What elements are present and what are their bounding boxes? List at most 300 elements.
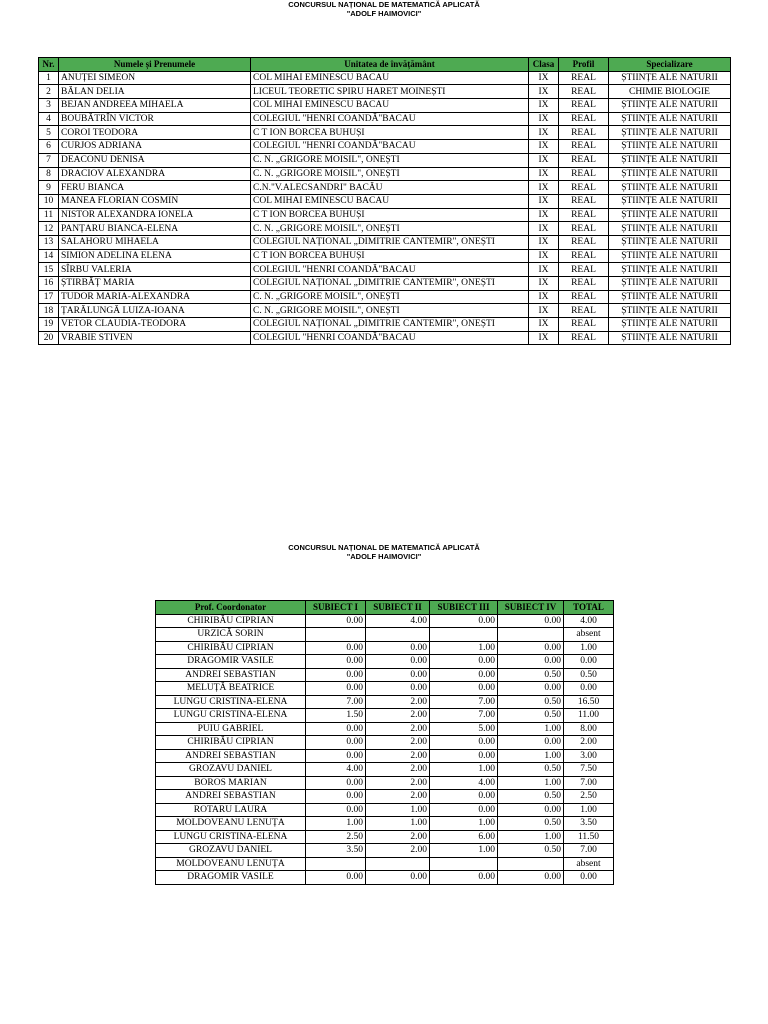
cell-subject-4: 1.00 bbox=[498, 749, 564, 763]
cell-student-name: NISTOR ALEXANDRA IONELA bbox=[59, 208, 251, 222]
cell-profile: REAL bbox=[559, 318, 609, 332]
score-row bbox=[156, 655, 614, 669]
doc2-subtitle: "ADOLF HAIMOVICI" bbox=[346, 552, 422, 561]
student-row bbox=[39, 194, 731, 208]
cell-subject-2: 2.00 bbox=[366, 695, 430, 709]
cell-class: IX bbox=[529, 304, 559, 318]
students-header-row bbox=[39, 58, 731, 72]
cell-profile: REAL bbox=[559, 304, 609, 318]
score-row bbox=[156, 871, 614, 885]
doc2-title: CONCURSUL NAȚIONAL DE MATEMATICĂ APLICATĂ bbox=[288, 543, 480, 552]
cell-specialization: ȘTIINȚE ALE NATURII bbox=[609, 331, 731, 345]
cell-profile: REAL bbox=[559, 194, 609, 208]
cell-subject-4: 1.00 bbox=[498, 776, 564, 790]
cell-subject-4: 0.00 bbox=[498, 614, 564, 628]
cell-subject-3: 6.00 bbox=[430, 830, 498, 844]
cell-coordinator: LUNGU CRISTINA-ELENA bbox=[156, 830, 306, 844]
cell-subject-1: 0.00 bbox=[306, 641, 366, 655]
cell-nr: 12 bbox=[39, 222, 59, 236]
cell-subject-2: 4.00 bbox=[366, 614, 430, 628]
cell-class: IX bbox=[529, 194, 559, 208]
cell-coordinator: CHIRIBĂU CIPRIAN bbox=[156, 614, 306, 628]
cell-class: IX bbox=[529, 126, 559, 140]
cell-subject-1: 0.00 bbox=[306, 749, 366, 763]
cell-subject-4 bbox=[498, 857, 564, 871]
cell-coordinator: LUNGU CRISTINA-ELENA bbox=[156, 695, 306, 709]
cell-subject-3: 0.00 bbox=[430, 803, 498, 817]
cell-subject-3: 7.00 bbox=[430, 695, 498, 709]
cell-class: IX bbox=[529, 71, 559, 85]
cell-total: 4.00 bbox=[564, 614, 614, 628]
cell-class: IX bbox=[529, 263, 559, 277]
cell-profile: REAL bbox=[559, 112, 609, 126]
score-row bbox=[156, 776, 614, 790]
cell-subject-2: 2.00 bbox=[366, 790, 430, 804]
student-row bbox=[39, 304, 731, 318]
cell-profile: REAL bbox=[559, 181, 609, 195]
cell-coordinator: MOLDOVEANU LENUȚA bbox=[156, 817, 306, 831]
cell-class: IX bbox=[529, 208, 559, 222]
cell-subject-1: 0.00 bbox=[306, 682, 366, 696]
cell-subject-2: 2.00 bbox=[366, 736, 430, 750]
cell-subject-4: 0.50 bbox=[498, 844, 564, 858]
cell-nr: 5 bbox=[39, 126, 59, 140]
header-specialization: Specializare bbox=[609, 58, 731, 72]
cell-subject-3: 0.00 bbox=[430, 749, 498, 763]
cell-school: COL MIHAI EMINESCU BACAU bbox=[251, 194, 529, 208]
cell-subject-2: 2.00 bbox=[366, 776, 430, 790]
cell-class: IX bbox=[529, 140, 559, 154]
cell-subject-1: 0.00 bbox=[306, 655, 366, 669]
header-subject-3: SUBIECT III bbox=[430, 601, 498, 615]
cell-school: COLEGIUL "HENRI COANDĂ"BACAU bbox=[251, 331, 529, 345]
student-row bbox=[39, 99, 731, 113]
cell-school: C. N. „GRIGORE MOISIL", ONEȘTI bbox=[251, 167, 529, 181]
cell-total: 0.00 bbox=[564, 682, 614, 696]
cell-nr: 8 bbox=[39, 167, 59, 181]
cell-nr: 16 bbox=[39, 277, 59, 291]
cell-total: 0.50 bbox=[564, 668, 614, 682]
header-subject-2: SUBIECT II bbox=[366, 601, 430, 615]
cell-specialization: ȘTIINȚE ALE NATURII bbox=[609, 99, 731, 113]
header-total: TOTAL bbox=[564, 601, 614, 615]
cell-subject-4: 0.00 bbox=[498, 641, 564, 655]
cell-subject-4: 0.50 bbox=[498, 695, 564, 709]
cell-specialization: ȘTIINȚE ALE NATURII bbox=[609, 126, 731, 140]
score-row bbox=[156, 830, 614, 844]
header-profile: Profil bbox=[559, 58, 609, 72]
cell-coordinator: DRAGOMIR VASILE bbox=[156, 871, 306, 885]
cell-specialization: ȘTIINȚE ALE NATURII bbox=[609, 277, 731, 291]
cell-subject-4: 0.50 bbox=[498, 817, 564, 831]
cell-profile: REAL bbox=[559, 263, 609, 277]
cell-subject-3: 0.00 bbox=[430, 871, 498, 885]
cell-coordinator: LUNGU CRISTINA-ELENA bbox=[156, 709, 306, 723]
cell-total: 3.50 bbox=[564, 817, 614, 831]
score-row bbox=[156, 857, 614, 871]
student-row bbox=[39, 167, 731, 181]
score-row bbox=[156, 695, 614, 709]
cell-nr: 3 bbox=[39, 99, 59, 113]
student-row bbox=[39, 85, 731, 99]
cell-student-name: BEJAN ANDREEA MIHAELA bbox=[59, 99, 251, 113]
cell-subject-2: 0.00 bbox=[366, 682, 430, 696]
cell-student-name: PANȚARU BIANCA-ELENA bbox=[59, 222, 251, 236]
cell-subject-4: 1.00 bbox=[498, 830, 564, 844]
cell-school: C. N. „GRIGORE MOISIL", ONEȘTI bbox=[251, 153, 529, 167]
cell-specialization: ȘTIINȚE ALE NATURII bbox=[609, 140, 731, 154]
cell-class: IX bbox=[529, 222, 559, 236]
cell-school: COLEGIUL "HENRI COANDĂ"BACAU bbox=[251, 140, 529, 154]
cell-profile: REAL bbox=[559, 126, 609, 140]
doc1-subtitle: "ADOLF HAIMOVICI" bbox=[346, 9, 422, 18]
cell-specialization: ȘTIINȚE ALE NATURII bbox=[609, 318, 731, 332]
score-row bbox=[156, 817, 614, 831]
cell-total: 7.00 bbox=[564, 844, 614, 858]
cell-subject-4: 0.50 bbox=[498, 668, 564, 682]
cell-total: 8.00 bbox=[564, 722, 614, 736]
cell-specialization: ȘTIINȚE ALE NATURII bbox=[609, 208, 731, 222]
cell-nr: 7 bbox=[39, 153, 59, 167]
cell-subject-4: 0.00 bbox=[498, 655, 564, 669]
cell-specialization: ȘTIINȚE ALE NATURII bbox=[609, 304, 731, 318]
cell-nr: 19 bbox=[39, 318, 59, 332]
cell-subject-1: 0.00 bbox=[306, 736, 366, 750]
cell-profile: REAL bbox=[559, 208, 609, 222]
score-row bbox=[156, 614, 614, 628]
cell-school: LICEUL TEORETIC SPIRU HARET MOINEȘTI bbox=[251, 85, 529, 99]
cell-subject-3: 0.00 bbox=[430, 614, 498, 628]
cell-nr: 20 bbox=[39, 331, 59, 345]
cell-coordinator: ANDREI SEBASTIAN bbox=[156, 790, 306, 804]
cell-subject-2 bbox=[366, 628, 430, 642]
cell-coordinator: CHIRIBĂU CIPRIAN bbox=[156, 641, 306, 655]
cell-class: IX bbox=[529, 318, 559, 332]
cell-subject-2: 2.00 bbox=[366, 749, 430, 763]
cell-specialization: ȘTIINȚE ALE NATURII bbox=[609, 167, 731, 181]
cell-specialization: ȘTIINȚE ALE NATURII bbox=[609, 222, 731, 236]
cell-subject-4: 1.00 bbox=[498, 722, 564, 736]
doc1-title: CONCURSUL NAȚIONAL DE MATEMATICĂ APLICATĂ bbox=[288, 0, 480, 9]
cell-school: COLEGIUL "HENRI COANDĂ"BACAU bbox=[251, 263, 529, 277]
cell-school: C T ION BORCEA BUHUȘI bbox=[251, 208, 529, 222]
cell-subject-1 bbox=[306, 857, 366, 871]
cell-student-name: SÎRBU VALERIA bbox=[59, 263, 251, 277]
header-school: Unitatea de învățământ bbox=[251, 58, 529, 72]
cell-subject-4: 0.50 bbox=[498, 790, 564, 804]
cell-student-name: BOUBĂTRÎN VICTOR bbox=[59, 112, 251, 126]
cell-total: 16.50 bbox=[564, 695, 614, 709]
cell-subject-3 bbox=[430, 628, 498, 642]
cell-subject-2: 0.00 bbox=[366, 871, 430, 885]
cell-subject-2: 0.00 bbox=[366, 641, 430, 655]
cell-subject-3: 0.00 bbox=[430, 655, 498, 669]
cell-profile: REAL bbox=[559, 277, 609, 291]
score-row bbox=[156, 641, 614, 655]
student-row bbox=[39, 181, 731, 195]
cell-subject-3: 0.00 bbox=[430, 736, 498, 750]
cell-subject-3: 1.00 bbox=[430, 763, 498, 777]
student-row bbox=[39, 112, 731, 126]
cell-student-name: TUDOR MARIA-ALEXANDRA bbox=[59, 290, 251, 304]
cell-school: COL MIHAI EMINESCU BACAU bbox=[251, 99, 529, 113]
student-row bbox=[39, 140, 731, 154]
cell-subject-4: 0.50 bbox=[498, 763, 564, 777]
header-subject-4: SUBIECT IV bbox=[498, 601, 564, 615]
cell-nr: 14 bbox=[39, 249, 59, 263]
cell-subject-4: 0.00 bbox=[498, 736, 564, 750]
cell-student-name: DEACONU DENISA bbox=[59, 153, 251, 167]
cell-coordinator: MELUȚĂ BEATRICE bbox=[156, 682, 306, 696]
score-row bbox=[156, 709, 614, 723]
cell-total: 0.00 bbox=[564, 655, 614, 669]
cell-subject-1: 0.00 bbox=[306, 790, 366, 804]
cell-total: absent bbox=[564, 628, 614, 642]
cell-nr: 10 bbox=[39, 194, 59, 208]
cell-profile: REAL bbox=[559, 249, 609, 263]
student-row bbox=[39, 249, 731, 263]
cell-coordinator: PUIU GABRIEL bbox=[156, 722, 306, 736]
cell-subject-3: 7.00 bbox=[430, 709, 498, 723]
cell-subject-1: 0.00 bbox=[306, 722, 366, 736]
cell-student-name: DRACIOV ALEXANDRA bbox=[59, 167, 251, 181]
cell-total: absent bbox=[564, 857, 614, 871]
cell-subject-1: 0.00 bbox=[306, 614, 366, 628]
cell-subject-1: 3.50 bbox=[306, 844, 366, 858]
cell-nr: 11 bbox=[39, 208, 59, 222]
cell-subject-2 bbox=[366, 857, 430, 871]
cell-subject-1: 4.00 bbox=[306, 763, 366, 777]
cell-school: COL MIHAI EMINESCU BACAU bbox=[251, 71, 529, 85]
cell-specialization: ȘTIINȚE ALE NATURII bbox=[609, 249, 731, 263]
cell-profile: REAL bbox=[559, 290, 609, 304]
cell-subject-2: 2.00 bbox=[366, 844, 430, 858]
cell-nr: 17 bbox=[39, 290, 59, 304]
cell-student-name: SIMION ADELINA ELENA bbox=[59, 249, 251, 263]
cell-coordinator: GROZAVU DANIEL bbox=[156, 763, 306, 777]
cell-student-name: VETOR CLAUDIA-TEODORA bbox=[59, 318, 251, 332]
cell-total: 2.00 bbox=[564, 736, 614, 750]
cell-school: COLEGIUL "HENRI COANDĂ"BACAU bbox=[251, 112, 529, 126]
cell-school: COLEGIUL NAȚIONAL „DIMITRIE CANTEMIR", ONEȘTI bbox=[251, 277, 529, 291]
cell-subject-4 bbox=[498, 628, 564, 642]
student-row bbox=[39, 290, 731, 304]
cell-subject-3: 1.00 bbox=[430, 844, 498, 858]
scores-table bbox=[155, 600, 614, 885]
cell-coordinator: URZICĂ SORIN bbox=[156, 628, 306, 642]
cell-subject-1: 0.00 bbox=[306, 803, 366, 817]
cell-subject-2: 2.00 bbox=[366, 830, 430, 844]
header-class: Clasa bbox=[529, 58, 559, 72]
score-row bbox=[156, 668, 614, 682]
cell-profile: REAL bbox=[559, 167, 609, 181]
score-row bbox=[156, 682, 614, 696]
cell-profile: REAL bbox=[559, 140, 609, 154]
cell-class: IX bbox=[529, 85, 559, 99]
header-name: Numele și Prenumele bbox=[59, 58, 251, 72]
cell-total: 7.00 bbox=[564, 776, 614, 790]
student-row bbox=[39, 222, 731, 236]
cell-subject-3: 0.00 bbox=[430, 668, 498, 682]
cell-subject-1: 1.50 bbox=[306, 709, 366, 723]
cell-class: IX bbox=[529, 153, 559, 167]
student-row bbox=[39, 263, 731, 277]
cell-subject-3: 1.00 bbox=[430, 641, 498, 655]
score-row bbox=[156, 763, 614, 777]
cell-school: C T ION BORCEA BUHUȘI bbox=[251, 126, 529, 140]
cell-subject-2: 1.00 bbox=[366, 817, 430, 831]
cell-class: IX bbox=[529, 331, 559, 345]
score-row bbox=[156, 628, 614, 642]
cell-subject-3: 1.00 bbox=[430, 817, 498, 831]
cell-specialization: CHIMIE BIOLOGIE bbox=[609, 85, 731, 99]
cell-total: 11.50 bbox=[564, 830, 614, 844]
student-row bbox=[39, 126, 731, 140]
cell-subject-1: 0.00 bbox=[306, 668, 366, 682]
cell-subject-3: 5.00 bbox=[430, 722, 498, 736]
cell-subject-2: 0.00 bbox=[366, 668, 430, 682]
student-row bbox=[39, 331, 731, 345]
cell-school: C. N. „GRIGORE MOISIL", ONEȘTI bbox=[251, 222, 529, 236]
cell-nr: 15 bbox=[39, 263, 59, 277]
cell-student-name: FERU BIANCA bbox=[59, 181, 251, 195]
cell-specialization: ȘTIINȚE ALE NATURII bbox=[609, 71, 731, 85]
cell-class: IX bbox=[529, 99, 559, 113]
cell-specialization: ȘTIINȚE ALE NATURII bbox=[609, 194, 731, 208]
header-coordinator: Prof. Coordonator bbox=[156, 601, 306, 615]
cell-profile: REAL bbox=[559, 99, 609, 113]
cell-subject-3 bbox=[430, 857, 498, 871]
cell-class: IX bbox=[529, 290, 559, 304]
cell-school: C. N. „GRIGORE MOISIL", ONEȘTI bbox=[251, 290, 529, 304]
student-row bbox=[39, 318, 731, 332]
cell-total: 7.50 bbox=[564, 763, 614, 777]
cell-subject-3: 4.00 bbox=[430, 776, 498, 790]
cell-subject-1 bbox=[306, 628, 366, 642]
cell-coordinator: MOLDOVEANU LENUȚA bbox=[156, 857, 306, 871]
cell-subject-4: 0.00 bbox=[498, 871, 564, 885]
cell-profile: REAL bbox=[559, 71, 609, 85]
cell-nr: 18 bbox=[39, 304, 59, 318]
cell-profile: REAL bbox=[559, 222, 609, 236]
student-row bbox=[39, 153, 731, 167]
cell-subject-2: 2.00 bbox=[366, 763, 430, 777]
cell-student-name: ANUȚEI SIMEON bbox=[59, 71, 251, 85]
score-row bbox=[156, 736, 614, 750]
cell-total: 1.00 bbox=[564, 641, 614, 655]
cell-class: IX bbox=[529, 277, 559, 291]
cell-school: C. N. „GRIGORE MOISIL", ONEȘTI bbox=[251, 304, 529, 318]
cell-specialization: ȘTIINȚE ALE NATURII bbox=[609, 235, 731, 249]
cell-student-name: MANEA FLORIAN COSMIN bbox=[59, 194, 251, 208]
cell-subject-1: 7.00 bbox=[306, 695, 366, 709]
cell-total: 3.00 bbox=[564, 749, 614, 763]
cell-subject-3: 0.00 bbox=[430, 682, 498, 696]
cell-class: IX bbox=[529, 112, 559, 126]
cell-subject-1: 1.00 bbox=[306, 817, 366, 831]
student-row bbox=[39, 277, 731, 291]
cell-specialization: ȘTIINȚE ALE NATURII bbox=[609, 153, 731, 167]
cell-school: COLEGIUL NAȚIONAL „DIMITRIE CANTEMIR", ONEȘTI bbox=[251, 235, 529, 249]
cell-coordinator: DRAGOMIR VASILE bbox=[156, 655, 306, 669]
score-row bbox=[156, 749, 614, 763]
cell-subject-2: 2.00 bbox=[366, 722, 430, 736]
cell-coordinator: ANDREI SEBASTIAN bbox=[156, 668, 306, 682]
cell-specialization: ȘTIINȚE ALE NATURII bbox=[609, 263, 731, 277]
cell-nr: 4 bbox=[39, 112, 59, 126]
cell-school: C T ION BORCEA BUHUȘI bbox=[251, 249, 529, 263]
cell-coordinator: CHIRIBĂU CIPRIAN bbox=[156, 736, 306, 750]
cell-class: IX bbox=[529, 249, 559, 263]
cell-subject-4: 0.00 bbox=[498, 682, 564, 696]
score-row bbox=[156, 722, 614, 736]
cell-student-name: COROI TEODORA bbox=[59, 126, 251, 140]
score-row bbox=[156, 803, 614, 817]
cell-nr: 6 bbox=[39, 140, 59, 154]
cell-profile: REAL bbox=[559, 331, 609, 345]
cell-subject-1: 0.00 bbox=[306, 776, 366, 790]
header-subject-1: SUBIECT I bbox=[306, 601, 366, 615]
cell-class: IX bbox=[529, 181, 559, 195]
score-row bbox=[156, 844, 614, 858]
cell-nr: 13 bbox=[39, 235, 59, 249]
cell-specialization: ȘTIINȚE ALE NATURII bbox=[609, 181, 731, 195]
cell-coordinator: GROZAVU DANIEL bbox=[156, 844, 306, 858]
cell-subject-4: 0.00 bbox=[498, 803, 564, 817]
cell-nr: 9 bbox=[39, 181, 59, 195]
cell-subject-1: 0.00 bbox=[306, 871, 366, 885]
cell-school: COLEGIUL NAȚIONAL „DIMITRIE CANTEMIR", ONEȘTI bbox=[251, 318, 529, 332]
cell-coordinator: BOROS MARIAN bbox=[156, 776, 306, 790]
cell-total: 1.00 bbox=[564, 803, 614, 817]
cell-student-name: SALAHORU MIHAELA bbox=[59, 235, 251, 249]
student-row bbox=[39, 208, 731, 222]
cell-nr: 2 bbox=[39, 85, 59, 99]
cell-subject-2: 1.00 bbox=[366, 803, 430, 817]
cell-subject-2: 2.00 bbox=[366, 709, 430, 723]
cell-specialization: ȘTIINȚE ALE NATURII bbox=[609, 290, 731, 304]
score-row bbox=[156, 790, 614, 804]
students-table bbox=[38, 57, 731, 345]
cell-total: 0.00 bbox=[564, 871, 614, 885]
cell-subject-4: 0.50 bbox=[498, 709, 564, 723]
cell-profile: REAL bbox=[559, 85, 609, 99]
cell-nr: 1 bbox=[39, 71, 59, 85]
cell-student-name: VRABIE STIVEN bbox=[59, 331, 251, 345]
cell-total: 11.00 bbox=[564, 709, 614, 723]
cell-profile: REAL bbox=[559, 235, 609, 249]
cell-total: 2.50 bbox=[564, 790, 614, 804]
student-row bbox=[39, 235, 731, 249]
cell-student-name: ȚARĂLUNGĂ LUIZA-IOANA bbox=[59, 304, 251, 318]
header-nr: Nr. bbox=[39, 58, 59, 72]
cell-coordinator: ANDREI SEBASTIAN bbox=[156, 749, 306, 763]
cell-specialization: ȘTIINȚE ALE NATURII bbox=[609, 112, 731, 126]
cell-class: IX bbox=[529, 235, 559, 249]
cell-subject-2: 0.00 bbox=[366, 655, 430, 669]
cell-class: IX bbox=[529, 167, 559, 181]
student-row bbox=[39, 71, 731, 85]
cell-student-name: CURJOS ADRIANA bbox=[59, 140, 251, 154]
scores-header-row bbox=[156, 601, 614, 615]
cell-school: C.N."V.ALECSANDRI" BACĂU bbox=[251, 181, 529, 195]
cell-subject-1: 2.50 bbox=[306, 830, 366, 844]
cell-student-name: ȘTIRBĂȚ MARIA bbox=[59, 277, 251, 291]
cell-profile: REAL bbox=[559, 153, 609, 167]
cell-coordinator: ROTARU LAURA bbox=[156, 803, 306, 817]
cell-student-name: BĂLAN DELIA bbox=[59, 85, 251, 99]
cell-subject-3: 0.00 bbox=[430, 790, 498, 804]
